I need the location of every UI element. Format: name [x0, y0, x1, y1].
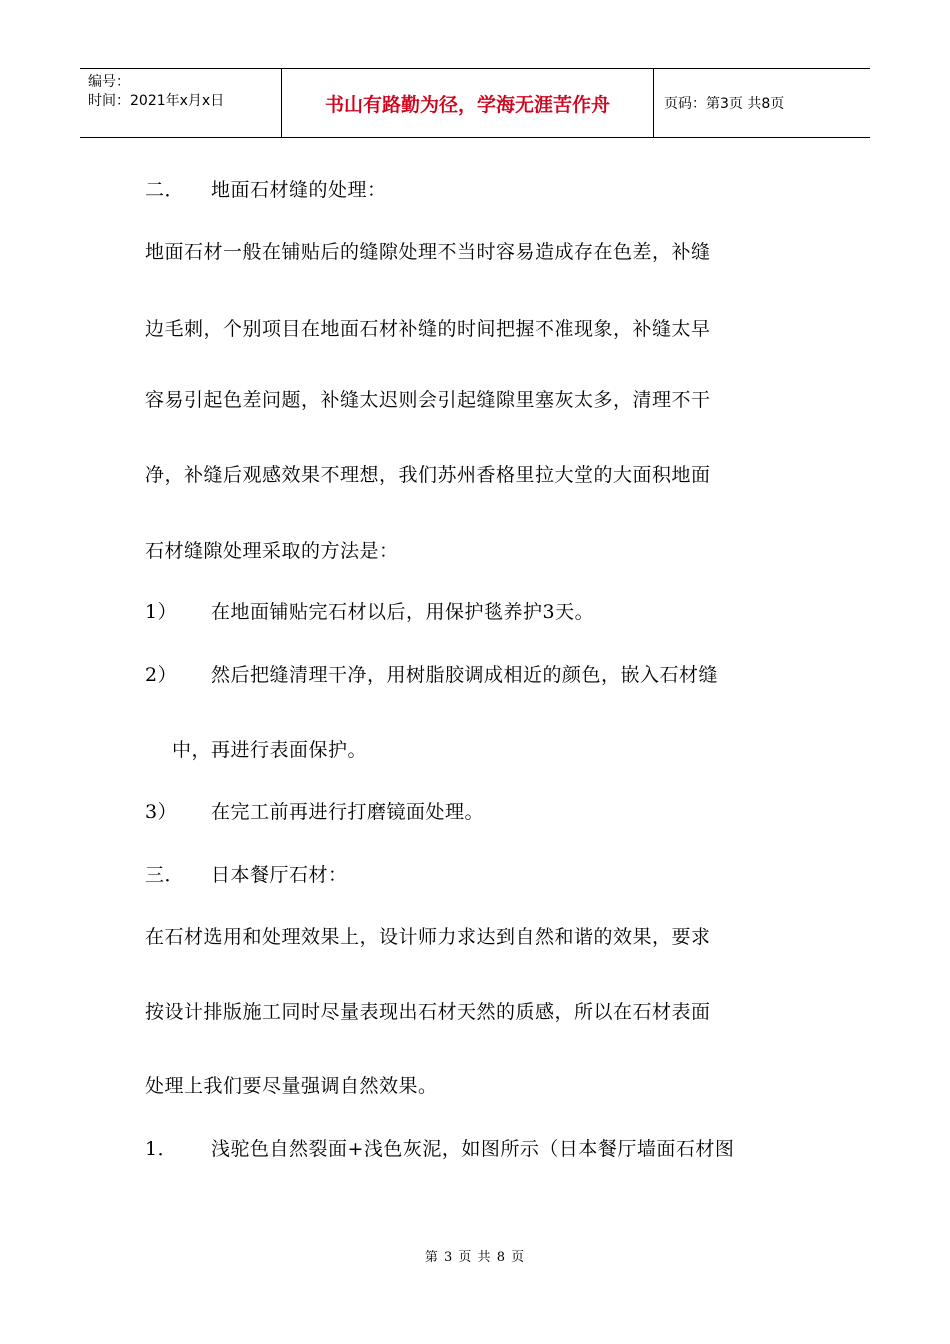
paragraph-line: 容易引起色差问题，补缝太迟则会引起缝隙里塞灰太多，清理不干 — [145, 389, 711, 411]
section-heading-2 — [145, 175, 387, 202]
document-date: 时间：2021年x月x日 — [88, 93, 225, 109]
section-title: 日本餐厅石材： — [211, 864, 348, 886]
page-header — [80, 68, 870, 138]
list-number: 2） — [145, 664, 178, 686]
paragraph-line: 按设计排版施工同时尽量表现出石材天然的质感，所以在石材表面 — [145, 1001, 711, 1023]
paragraph-line: 边毛刺，个别项目在地面石材补缝的时间把握不准现象，补缝太早 — [145, 318, 711, 340]
list-item-2 — [145, 660, 718, 687]
page-footer: 第 3 页 共 8 页 — [424, 1250, 526, 1265]
document-number: 编号： — [88, 74, 130, 90]
paragraph-line: 处理上我们要尽量强调自然效果。 — [145, 1075, 438, 1097]
item-text: 浅驼色自然裂面+浅色灰泥，如图所示（日本餐厅墙面石材图 — [211, 1138, 735, 1160]
list-text: 在完工前再进行打磨镜面处理。 — [211, 801, 485, 823]
list-item-3 — [145, 797, 484, 824]
paragraph-line: 地面石材一般在铺贴后的缝隙处理不当时容易造成存在色差，补缝 — [145, 241, 711, 263]
list-item-2-continued: 中，再进行表面保护。 — [172, 739, 368, 761]
header-info — [80, 69, 281, 137]
list-item-1 — [145, 597, 594, 624]
section-number: 二． — [145, 179, 185, 201]
list-number: 1） — [145, 601, 178, 623]
numbered-item-1 — [145, 1134, 734, 1161]
list-number: 3） — [145, 801, 178, 823]
paragraph-line: 石材缝隙处理采取的方法是： — [145, 540, 399, 562]
section-number: 三． — [145, 864, 185, 886]
header-motto: 书山有路勤为径，学海无涯苦作舟 — [281, 69, 654, 137]
list-text: 在地面铺贴完石材以后，用保护毯养护3天。 — [211, 601, 595, 623]
paragraph-line: 净，补缝后观感效果不理想，我们苏州香格里拉大堂的大面积地面 — [145, 464, 711, 486]
section-heading-3 — [145, 860, 348, 887]
item-number: 1． — [145, 1138, 178, 1160]
section-title: 地面石材缝的处理： — [211, 179, 387, 201]
list-text: 然后把缝清理干净，用树脂胶调成相近的颜色，嵌入石材缝 — [211, 664, 719, 686]
paragraph-line: 在石材选用和处理效果上，设计师力求达到自然和谐的效果，要求 — [145, 926, 711, 948]
header-page-number: 页码：第3页 共8页 — [664, 96, 785, 112]
